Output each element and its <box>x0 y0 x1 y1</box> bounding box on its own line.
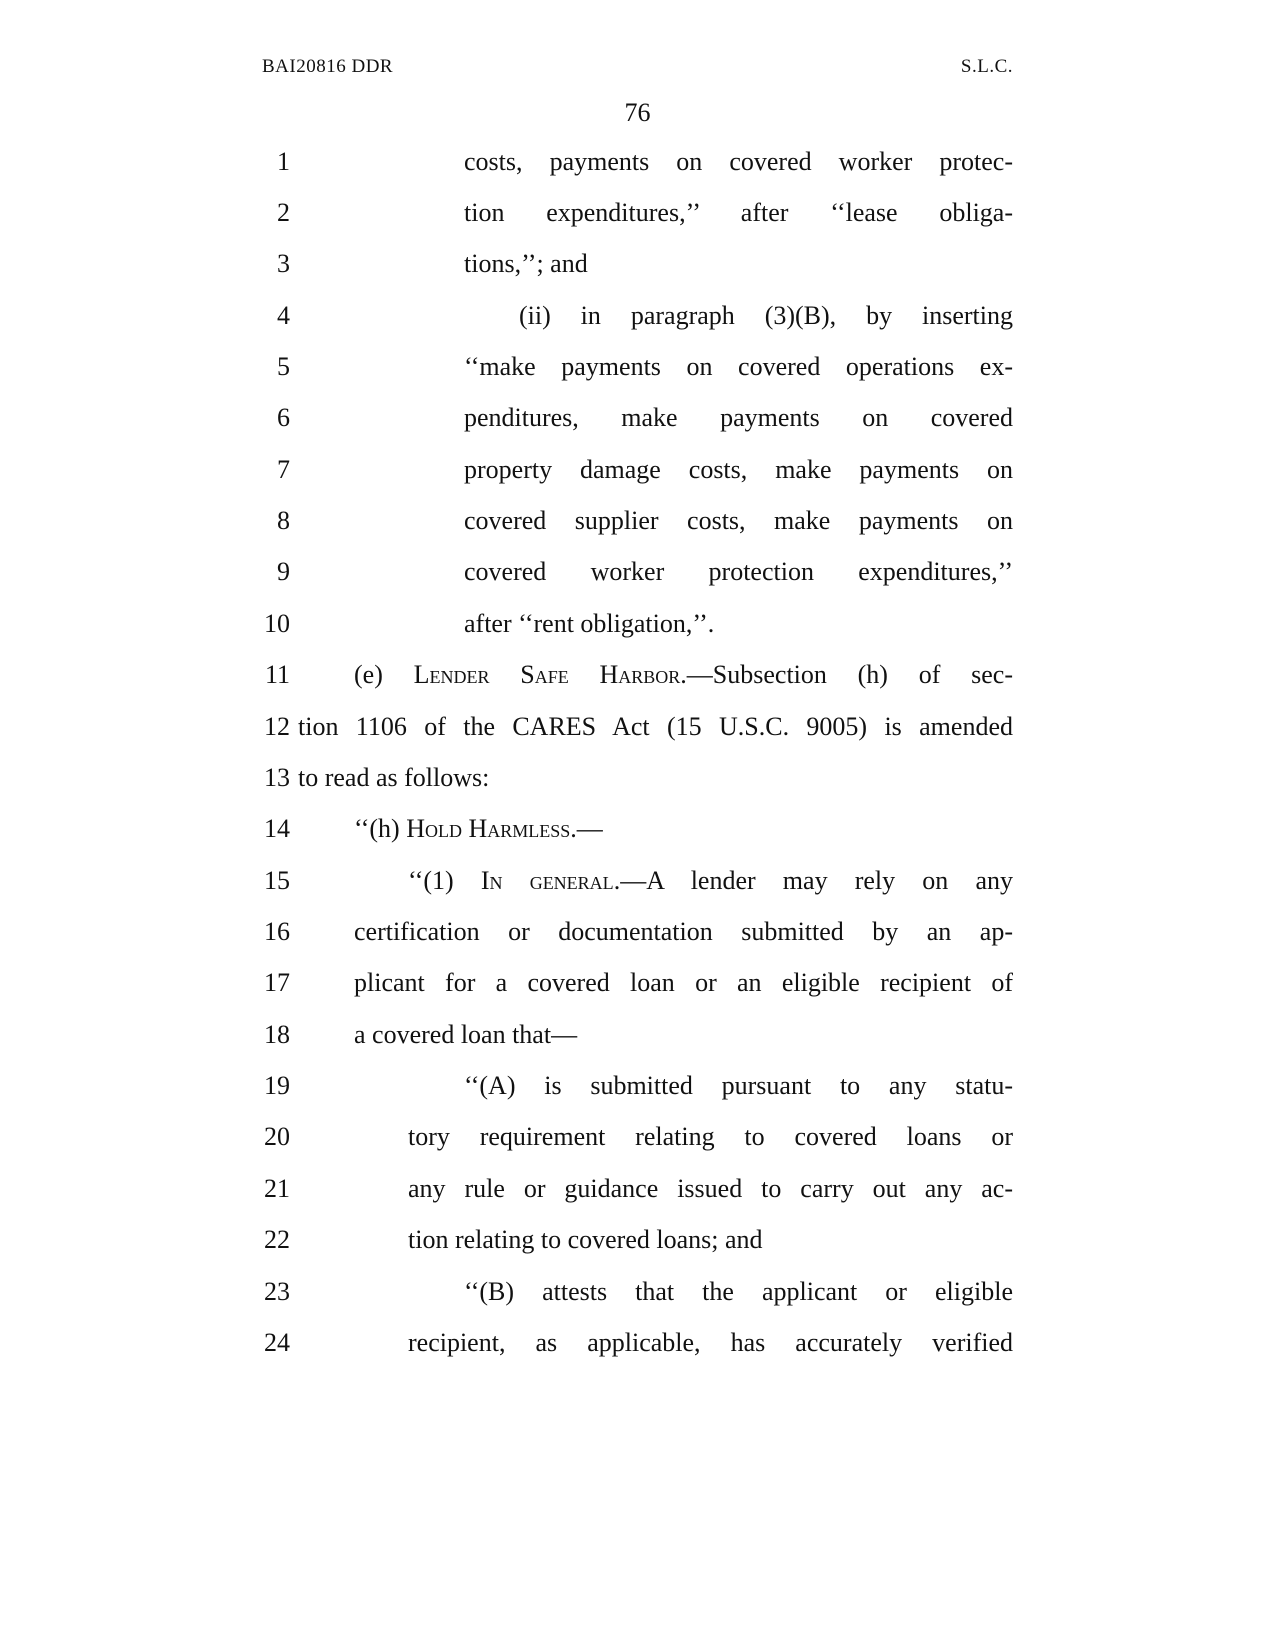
text-line <box>0 244 1275 284</box>
line-text: a covered loan that— <box>354 1020 578 1049</box>
text-line <box>0 861 1275 901</box>
section-heading: Hold Harmless <box>406 814 571 843</box>
line-text: penditures, make payments on covered <box>464 403 1013 432</box>
line-text: ‘‘(A) is submitted pursuant to any statu- <box>464 1071 1013 1100</box>
line-text: tion 1106 of the CARES Act (15 U.S.C. 9005) is amended <box>298 712 1013 741</box>
text-line <box>0 707 1275 747</box>
line-text: after ‘‘rent obligation,’’. <box>464 609 715 638</box>
line-text: tions,’’; and <box>464 249 588 278</box>
text-line <box>0 1220 1275 1260</box>
line-number: 9 <box>277 557 290 586</box>
line-text: to read as follows: <box>298 763 490 792</box>
text-line <box>0 655 1275 695</box>
line-text: property damage costs, make payments on <box>464 455 1013 484</box>
text-line <box>0 296 1275 336</box>
line-text: plicant for a covered loan or an eligible recipient of <box>354 968 1013 997</box>
line-text: tion relating to covered loans; and <box>408 1225 763 1254</box>
section-text: .—A lender may rely on any <box>613 866 1013 895</box>
line-number: 13 <box>264 763 290 792</box>
text-line <box>0 398 1275 438</box>
text-line <box>0 450 1275 490</box>
line-number: 6 <box>277 403 290 432</box>
line-text: any rule or guidance issued to carry out any ac- <box>408 1174 1013 1203</box>
text-line <box>0 604 1275 644</box>
line-number: 24 <box>264 1328 290 1357</box>
line-number: 4 <box>277 301 290 330</box>
line-number: 12 <box>264 712 290 741</box>
text-line <box>0 1272 1275 1312</box>
section-text: .— <box>570 814 603 843</box>
line-text: covered worker protection expenditures,’’ <box>464 557 1013 586</box>
line-text <box>354 655 1013 695</box>
text-line <box>0 1066 1275 1106</box>
section-text: .—Subsection (h) of sec- <box>680 660 1013 689</box>
document-code: S.L.C. <box>960 56 1013 77</box>
line-number: 23 <box>264 1277 290 1306</box>
section-heading: Lender Safe Harbor <box>413 660 681 689</box>
section-prefix: (e) <box>354 660 414 689</box>
line-number: 18 <box>264 1020 290 1049</box>
line-number: 21 <box>264 1174 290 1203</box>
line-text: tion expenditures,’’ after ‘‘lease obliga- <box>464 198 1013 227</box>
section-prefix: ‘‘(1) <box>408 866 481 895</box>
line-text <box>408 861 1013 901</box>
line-text <box>354 809 1013 849</box>
line-text: (ii) in paragraph (3)(B), by inserting <box>519 301 1013 330</box>
line-text: covered supplier costs, make payments on <box>464 506 1013 535</box>
line-number: 14 <box>264 814 290 843</box>
line-text: tory requirement relating to covered loans or <box>408 1122 1013 1151</box>
line-number: 8 <box>277 506 290 535</box>
line-number: 16 <box>264 917 290 946</box>
line-number: 11 <box>264 660 290 689</box>
text-line <box>0 552 1275 592</box>
line-text: ‘‘make payments on covered operations ex- <box>464 352 1013 381</box>
line-number: 20 <box>264 1122 290 1151</box>
text-line <box>0 809 1275 849</box>
line-number: 15 <box>264 866 290 895</box>
line-text: certification or documentation submitted by an ap- <box>354 917 1013 946</box>
text-line <box>0 142 1275 182</box>
line-number: 3 <box>277 249 290 278</box>
line-number: 19 <box>264 1071 290 1100</box>
section-prefix: ‘‘(h) <box>354 814 407 843</box>
text-line <box>0 912 1275 952</box>
text-line <box>0 1117 1275 1157</box>
text-line <box>0 1323 1275 1363</box>
line-text: ‘‘(B) attests that the applicant or eligible <box>464 1277 1013 1306</box>
line-number: 22 <box>264 1225 290 1254</box>
line-number: 10 <box>264 609 290 638</box>
text-line <box>0 1015 1275 1055</box>
line-text: costs, payments on covered worker protec- <box>464 147 1013 176</box>
page-number: 76 <box>624 98 651 127</box>
text-line <box>0 193 1275 233</box>
line-number: 2 <box>277 198 290 227</box>
text-line <box>0 758 1275 798</box>
line-number: 1 <box>277 147 290 176</box>
text-line <box>0 963 1275 1003</box>
text-line <box>0 1169 1275 1209</box>
line-number: 17 <box>264 968 290 997</box>
document-id: BAI20816 DDR <box>262 56 394 77</box>
text-line <box>0 501 1275 541</box>
line-number: 5 <box>277 352 290 381</box>
text-line <box>0 347 1275 387</box>
line-text: recipient, as applicable, has accurately verified <box>408 1328 1013 1357</box>
section-heading: In general <box>480 866 614 895</box>
line-number: 7 <box>277 455 290 484</box>
